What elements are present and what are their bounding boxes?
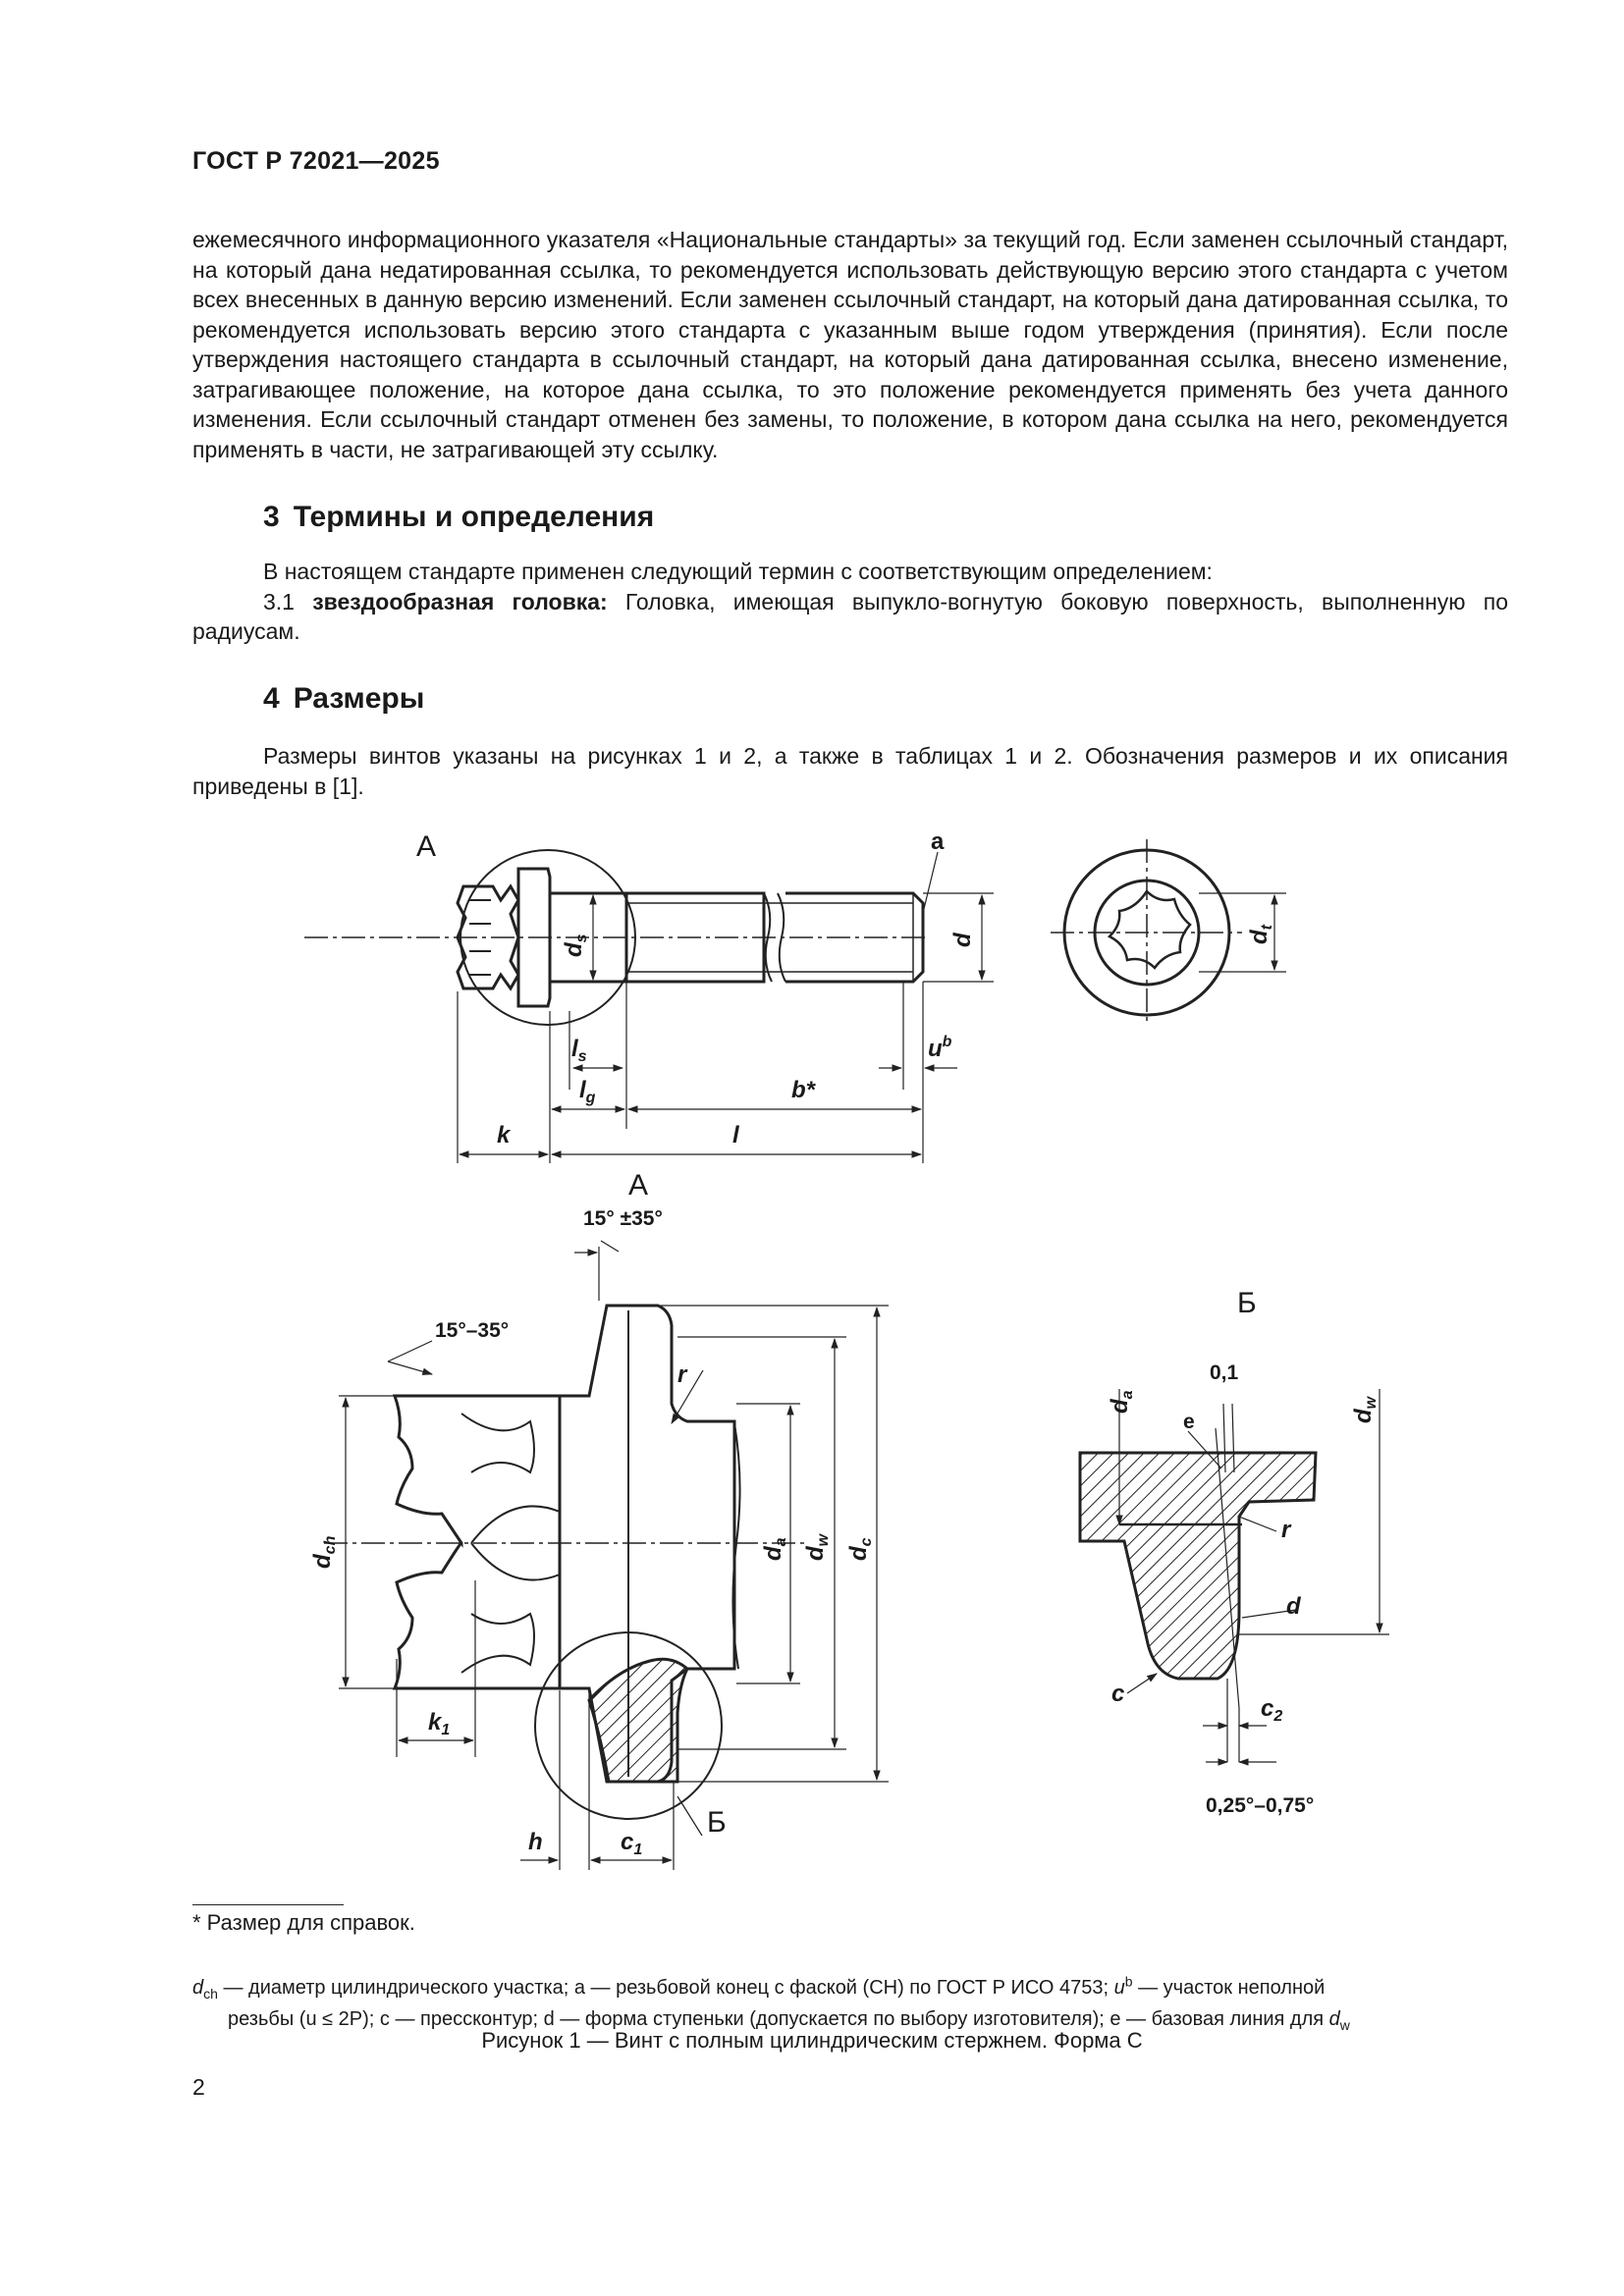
label-angle-top: 15° ±35° bbox=[583, 1207, 663, 1230]
term: звездообразная головка: bbox=[312, 588, 608, 614]
section-3-title: Термины и определения bbox=[293, 501, 655, 533]
term-definition: Головка, имеющая выпукло-вогнутую боковую поверхность, выполненную по радиусам. bbox=[192, 588, 1509, 644]
label-view-b-mark: Б bbox=[707, 1806, 727, 1839]
section-4-title: Размеры bbox=[293, 682, 425, 715]
label-dc: $d_c$ bbox=[845, 1537, 875, 1561]
label-c1: $c_1$ bbox=[621, 1829, 643, 1858]
label-k: k bbox=[497, 1122, 511, 1148]
section-3-number: 3 bbox=[263, 501, 280, 533]
footnote: * Размер для справок. bbox=[192, 1910, 415, 1935]
label-view-a-mark: А bbox=[416, 830, 437, 863]
label-e: e bbox=[1183, 1411, 1195, 1433]
figure-legend: $d_{ch}$ — диаметр цилиндрического участка; а — резьбовой конец с фаской (СН) по ГОСТ Р ИСО 4753; $u^b$ — участок неполной резьбы (u ≤ 2P); c — прессконтур; d — форма ступеньки (допускается по выбору изготовителя); е — базовая линия для $d_w$ bbox=[192, 1973, 1350, 2033]
intro-paragraph: ежемесячного информационного указателя «Национальные стандарты» за текущий год. Если заменен ссылочный стандарт, на который дана недатированная ссылка, то рекомендуется использовать действующую версию этого стандарта с учетом всех внесенных в данную версию изменений. Если заменен ссылочный стандарт, на который дана датированная ссылка, то рекомендуется использовать версию этого стандарта с указанным выше годом утверждения (принятия). Если после утверждения настоящего стандарта в ссылочный стандарт, на который дана датированная ссылка, внесено изменение, затрагивающее положение, на которое дана ссылка, то это положение рекомендуется применять без учета данного изменения. Если ссылочный стандарт отменен без замены, то положение, в котором дана ссылка на него, рекомендуется применять в части, не затрагивающей эту ссылку. bbox=[192, 227, 1508, 462]
term-number: 3.1 bbox=[263, 588, 295, 614]
label-angle-left: 15°–35° bbox=[435, 1319, 510, 1342]
label-angle-b: 0,25°–0,75° bbox=[1206, 1794, 1315, 1817]
label-lg: $l_g$ bbox=[579, 1077, 596, 1106]
detail-b-view bbox=[1080, 1389, 1389, 1762]
footnote-divider bbox=[192, 1904, 344, 1905]
label-c: c bbox=[1111, 1681, 1125, 1707]
section-4-body: Размеры винтов указаны на рисунках 1 и 2, а также в таблицах 1 и 2. Обозначения размеров и их описания приведены в [1]. bbox=[192, 743, 1508, 799]
document-header: ГОСТ Р 72021—2025 bbox=[192, 147, 440, 175]
label-view-b-title: Б bbox=[1237, 1287, 1257, 1319]
label-r-detail-a: r bbox=[677, 1362, 687, 1388]
label-dd: d bbox=[1286, 1593, 1301, 1620]
label-l: l bbox=[732, 1122, 739, 1148]
label-a: a bbox=[931, 828, 945, 855]
label-dw-b: $d_w$ bbox=[1350, 1396, 1380, 1423]
label-b: b* bbox=[791, 1077, 815, 1103]
page-number: 2 bbox=[192, 2074, 205, 2100]
label-u: $u^b$ bbox=[928, 1034, 952, 1062]
label-h: h bbox=[528, 1829, 543, 1855]
label-dt: $d_t$ bbox=[1246, 925, 1275, 944]
label-k1: $k_1$ bbox=[428, 1709, 451, 1738]
label-da: $d_a$ bbox=[760, 1537, 789, 1561]
label-r-detail-b: r bbox=[1281, 1517, 1291, 1543]
label-da-b: $d_a$ bbox=[1107, 1390, 1136, 1414]
label-0-1: 0,1 bbox=[1210, 1362, 1239, 1384]
figure-caption: Рисунок 1 — Винт с полным цилиндрическим стержнем. Форма С bbox=[481, 2028, 1143, 2053]
label-ls: $l_s$ bbox=[571, 1036, 587, 1065]
label-view-a-title: А bbox=[628, 1169, 649, 1201]
label-ds: $d_s$ bbox=[561, 934, 590, 957]
label-d: d bbox=[949, 933, 976, 947]
section-4-number: 4 bbox=[263, 682, 280, 715]
label-dw: $d_w$ bbox=[802, 1533, 832, 1561]
screw-side-view bbox=[304, 850, 994, 1163]
section-3-intro: В настоящем стандарте применен следующий термин с соответствующим определением: bbox=[263, 559, 1213, 584]
label-c2: $c_2$ bbox=[1261, 1695, 1283, 1725]
label-dch: $d_{ch}$ bbox=[309, 1535, 339, 1569]
